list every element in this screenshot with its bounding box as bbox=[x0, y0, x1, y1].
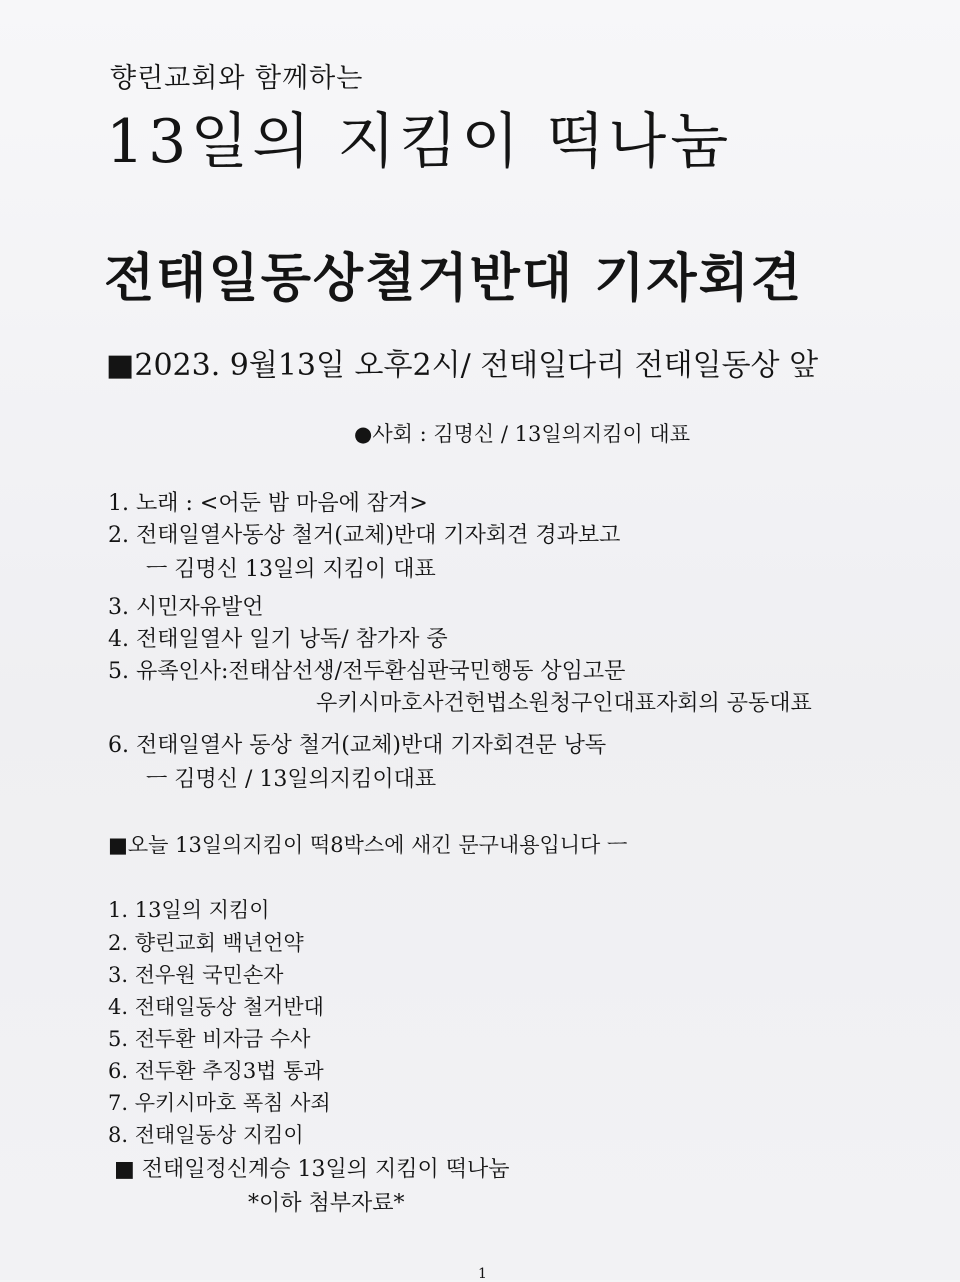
list-item: 8. 전태일동상 지킴이 bbox=[108, 1123, 304, 1147]
program-item-sub: 우키시마호사건헌법소원청구인대표자회의 공동대표 bbox=[316, 691, 812, 716]
list-item: 3. 전우원 국민손자 bbox=[108, 963, 284, 987]
page-number: 1 bbox=[478, 1266, 487, 1282]
list-item: 4. 전태일동상 철거반대 bbox=[108, 995, 324, 1019]
closing-line bbox=[114, 1152, 510, 1183]
program-item: 1. 노래 : <어둔 밤 마음에 잠겨> bbox=[108, 491, 428, 516]
program-item: 5. 유족인사:전태삼선생/전두환심판국민행동 상임고문 bbox=[108, 659, 626, 684]
list-item: 7. 우키시마호 폭침 사죄 bbox=[108, 1091, 331, 1115]
main-title: 13일의 지킴이 떡나눔 bbox=[106, 107, 733, 177]
square-bullet-icon: ■ bbox=[114, 1157, 135, 1182]
event-text: 2023. 9월13일 오후2시/ 전태일다리 전태일동상 앞 bbox=[134, 348, 819, 383]
list-item: 6. 전두환 추징3법 통과 bbox=[108, 1059, 324, 1083]
list-item: 2. 향린교회 백년언약 bbox=[108, 931, 304, 955]
program-item: 6. 전태일열사 동상 철거(교체)반대 기자회견문 낭독 bbox=[108, 733, 607, 758]
subtitle: 향린교회와 함께하는 bbox=[110, 63, 364, 94]
list-item: 1. 13일의 지킴이 bbox=[108, 898, 270, 922]
closing-text: 전태일정신계승 13일의 지킴이 떡나눔 bbox=[141, 1157, 510, 1182]
press-conference-title: 전태일동상철거반대 기자회견 bbox=[104, 249, 804, 309]
program-item: 3. 시민자유발언 bbox=[108, 595, 264, 620]
attachment-note: *이하 첨부자료* bbox=[248, 1191, 405, 1216]
program-item-sub: ㅡ 김명신 13일의 지킴이 대표 bbox=[146, 557, 436, 582]
program-item: 4. 전태일열사 일기 낭독/ 참가자 중 bbox=[108, 627, 448, 652]
list-item: 5. 전두환 비자금 수사 bbox=[108, 1027, 311, 1051]
circle-bullet-icon: ● bbox=[354, 422, 373, 446]
square-bullet-icon: ■ bbox=[106, 348, 135, 383]
rice-cake-intro: ■오늘 13일의지킴이 떡8박스에 새긴 문구내용입니다 ㅡ bbox=[108, 833, 628, 857]
event-date-location bbox=[106, 340, 818, 384]
program-item-sub: ㅡ 김명신 / 13일의지킴이대표 bbox=[146, 767, 437, 792]
mc-line bbox=[354, 418, 690, 448]
program-item: 2. 전태일열사동상 철거(교체)반대 기자회견 경과보고 bbox=[108, 523, 621, 548]
mc-text: 사회 : 김명신 / 13일의지킴이 대표 bbox=[372, 422, 691, 446]
